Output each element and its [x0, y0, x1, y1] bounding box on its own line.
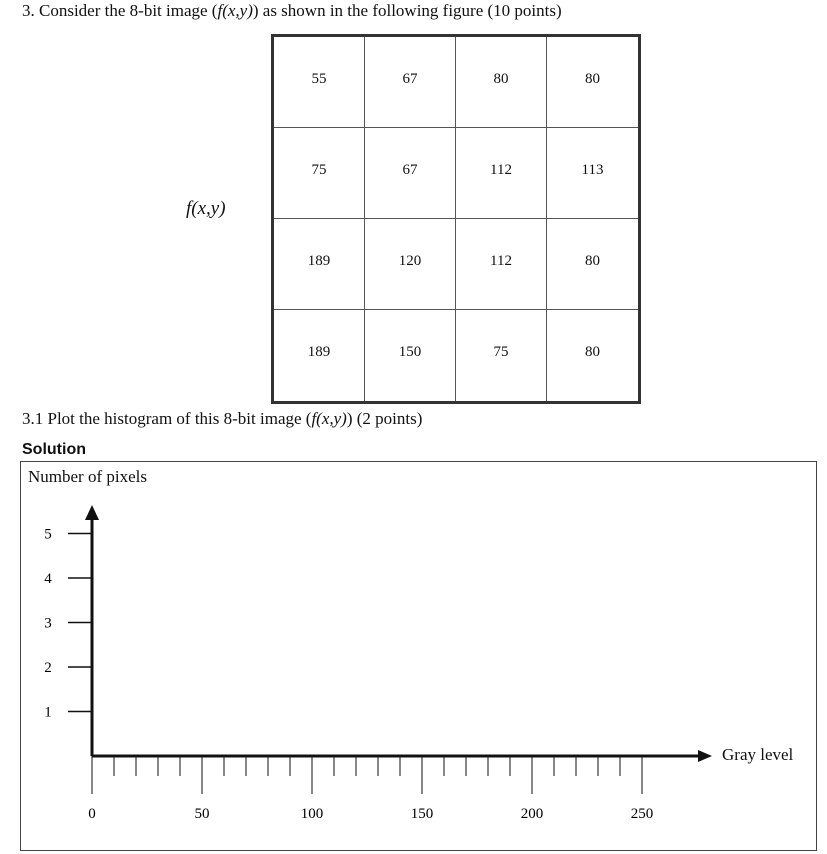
- grid-cell: 113: [547, 128, 638, 219]
- grid-cell: 80: [585, 344, 600, 360]
- question-title: 3. Consider the 8-bit image (f(x,y)) as shown in the following figure (10 points): [22, 1, 562, 20]
- grid-cell: 112: [456, 128, 547, 219]
- x-tick-label: 200: [520, 806, 544, 822]
- grid-cell: 120: [365, 219, 456, 310]
- y-tick-label: 3: [44, 615, 52, 632]
- grid-cell: 150: [365, 310, 456, 401]
- grid-cell: 75: [456, 310, 547, 401]
- y-tick-label: 5: [44, 526, 52, 543]
- image-function-label: f(x,y): [186, 198, 226, 219]
- grid-cell: 189: [274, 310, 365, 401]
- y-axis-label: Number of pixels: [28, 467, 147, 486]
- grid-cell: 67: [365, 37, 456, 128]
- x-tick-label: 100: [300, 806, 324, 822]
- x-axis-label: Gray level: [722, 745, 794, 764]
- y-axis-arrow-icon: [85, 505, 99, 520]
- x-axis-arrow-icon: [698, 750, 712, 762]
- grid-cell: 80: [547, 37, 638, 128]
- x-tick-label: 150: [410, 806, 434, 822]
- x-tick-label: 250: [630, 806, 654, 822]
- grid-cell: 189: [274, 219, 365, 310]
- grid-cell: 112: [456, 219, 547, 310]
- y-tick-label: 4: [44, 571, 52, 587]
- y-tick-label: 2: [44, 660, 52, 676]
- grid-cell: 67: [365, 128, 456, 219]
- solution-label: Solution: [22, 441, 86, 458]
- x-tick-label: 50: [194, 806, 210, 822]
- subquestion-title: 3.1 Plot the histogram of this 8-bit image (f(x,y)) (2 points): [22, 409, 423, 428]
- y-tick-label: 1: [44, 704, 52, 721]
- grid-cell: 80: [547, 219, 638, 310]
- x-tick-label: 0: [88, 806, 96, 822]
- grid-cell: 80: [456, 37, 547, 128]
- grid-cell: 55: [274, 37, 365, 128]
- grid-cell: 75: [274, 128, 365, 219]
